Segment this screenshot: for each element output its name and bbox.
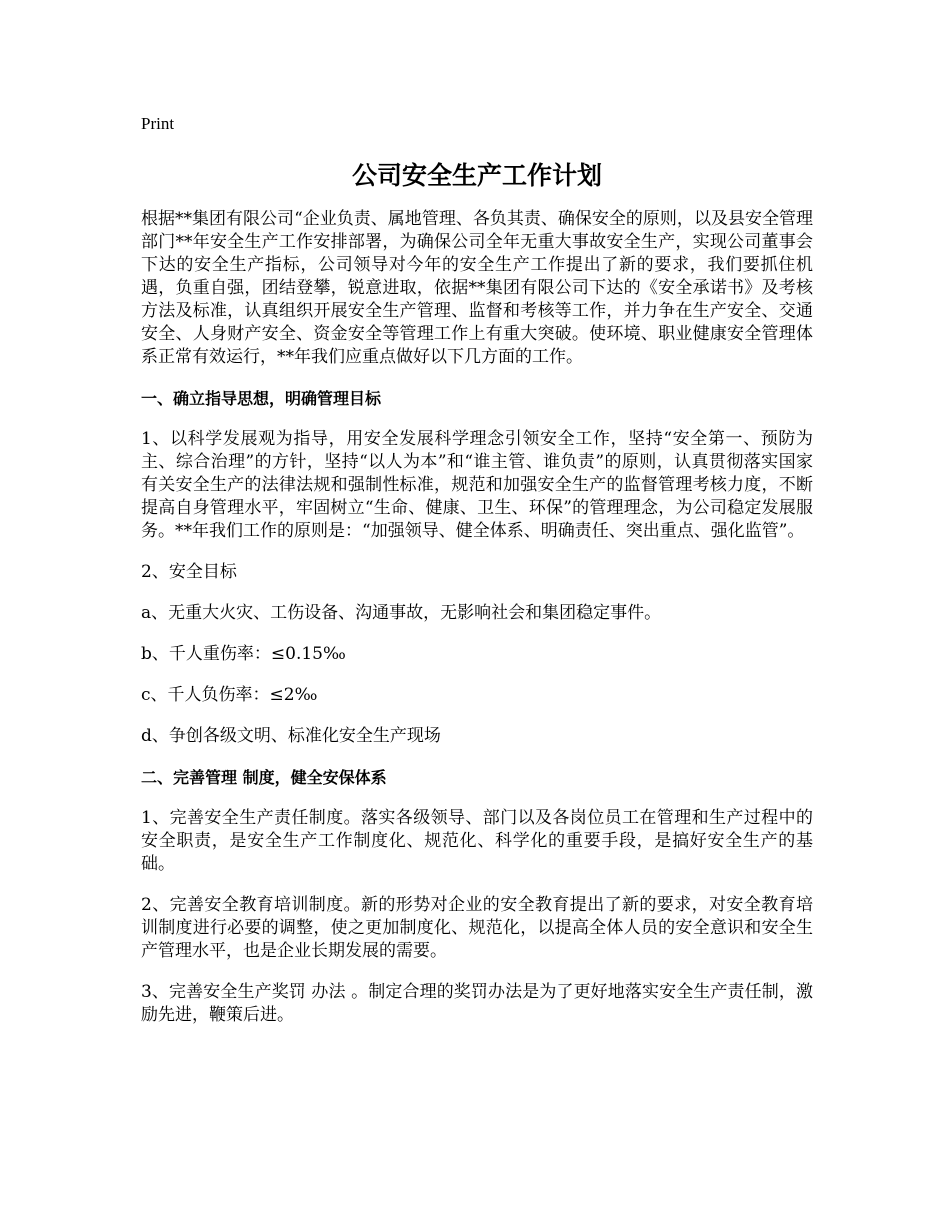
- document-body: [141, 112, 813, 1045]
- section-1-paragraph-2: 2、安全目标: [141, 562, 237, 582]
- section-2-paragraph-1: 1、完善安全生产责任制度。落实各级领导、部门以及各岗位员工在管理和生产过程中的安全职责，是安全生产工作制度化、规范化、科学化的重要手段，是搞好安全生产的基础。: [141, 808, 813, 874]
- section-1-paragraph-5: c、千人负伤率：≤2‰: [141, 685, 318, 705]
- section-1-paragraph-6: d、争创各级文明、标准化安全生产现场: [141, 726, 441, 746]
- document-title: 公司安全生产工作计划: [351, 161, 602, 190]
- section-2-paragraph-3: 3、完善安全生产奖罚 办法 。制定合理的奖罚办法是为了更好地落实安全生产责任制，激励先进，鞭策后进。: [141, 982, 813, 1025]
- section-1-paragraph-4: b、千人重伤率：≤0.15‰: [141, 644, 346, 664]
- section-1-paragraph-1: 1、以科学发展观为指导，用安全发展科学理念引领安全工作，坚持“安全第一、预防为主、综合治理”的方针，坚持“以人为本”和“谁主管、谁负责”的原则，认真贯彻落实国家有关安全生产的法律法规和强制性标准，规范和加强安全生产的监督管理考核力度，不断提高自身管理水平，牢固树立“生命、健康、卫生、环保”的管理理念，为公司稳定发展服务。**年我们工作的原则是：“加强领导、健全体系、明确责任、突出重点、强化监管”。: [141, 429, 813, 541]
- section-1-heading: 一、确立指导思想，明确管理目标: [141, 389, 382, 408]
- section-2-paragraph-2: 2、完善安全教育培训制度。新的形势对企业的安全教育提出了新的要求，对安全教育培训制度进行必要的调整，使之更加制度化、规范化，以提高全体人员的安全意识和安全生产管理水平，也是企业长期发展的需要。: [141, 895, 813, 961]
- section-2-heading: 二、完善管理 制度，健全安保体系: [141, 768, 387, 787]
- print-label: Print: [141, 114, 175, 133]
- section-1-paragraph-3: a、无重大火灾、工伤设备、沟通事故，无影响社会和集团稳定事件。: [141, 603, 662, 623]
- intro-paragraph: 根据**集团有限公司“企业负责、属地管理、各负其责、确保安全的原则，以及县安全管理部门**年安全生产工作安排部署，为确保公司全年无重大事故安全生产，实现公司董事会下达的安全生产指标，公司领导对今年的安全生产工作提出了新的要求，我们要抓住机遇，负重自强，团结登攀，锐意进取，依据**集团有限公司下达的《安全承诺书》及考核方法及标准，认真组织开展安全生产管理、监督和考核等工作，并力争在生产安全、交通安全、人身财产安全、资金安全等管理工作上有重大突破。使环境、职业健康安全管理体系正常有效运行，**年我们应重点做好以下几方面的工作。: [141, 209, 813, 367]
